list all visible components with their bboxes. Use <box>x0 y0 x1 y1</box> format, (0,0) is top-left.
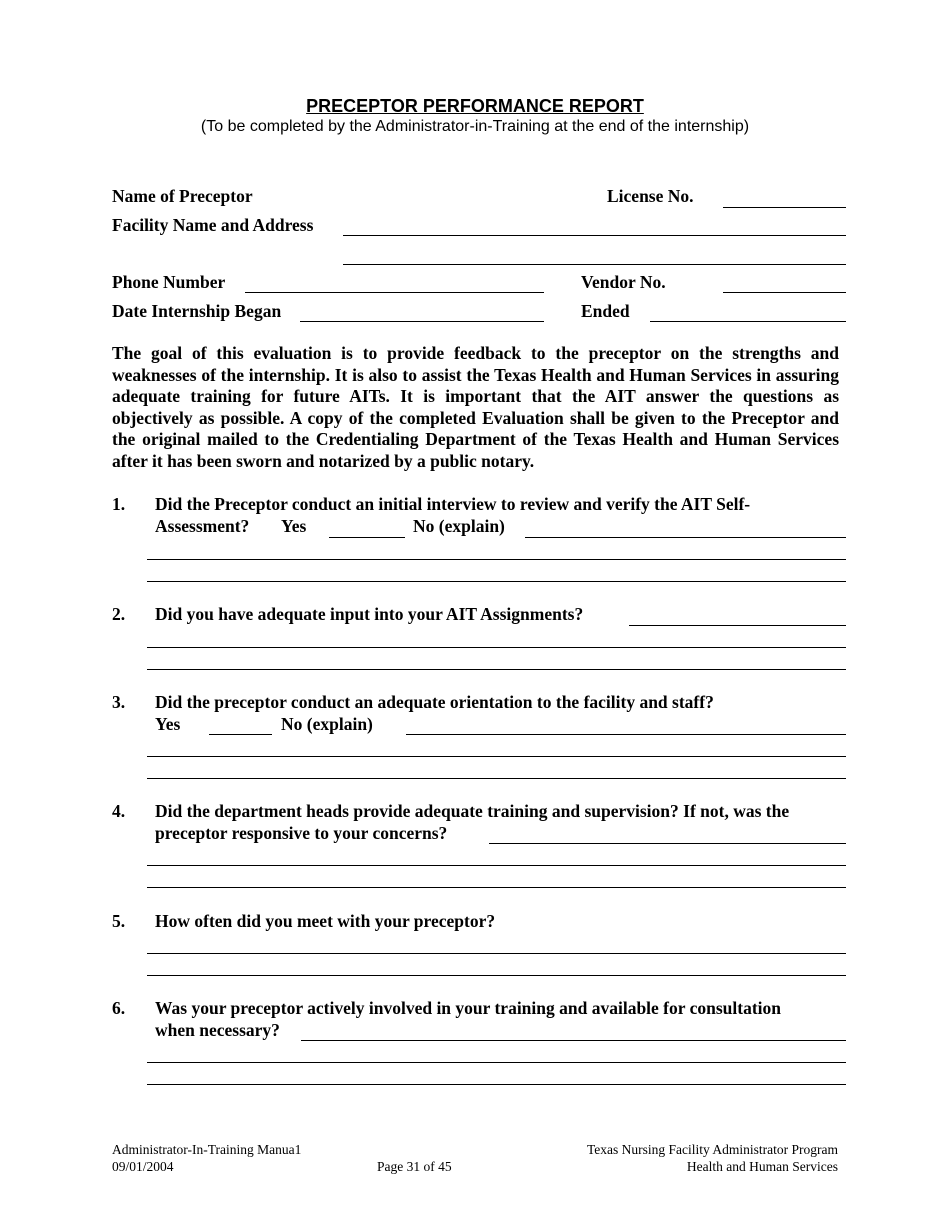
question-2-answer-line[interactable] <box>147 647 846 648</box>
question-3-explain-field[interactable] <box>406 734 846 735</box>
question-4-text: Did the department heads provide adequate training and supervision? If not, was the <box>155 801 790 821</box>
vendor-no-label: Vendor No. <box>581 272 666 292</box>
date-internship-began-label: Date Internship Began <box>112 301 282 321</box>
question-6-number: 6. <box>112 998 126 1018</box>
question-2-answer-line[interactable] <box>147 669 846 670</box>
page-subtitle: (To be completed by the Administrator-in-Training at the end of the internship) <box>200 118 750 135</box>
footer-agency: Health and Human Services <box>686 1159 838 1174</box>
facility-address-field-1[interactable] <box>343 235 846 236</box>
name-of-preceptor-label: Name of Preceptor <box>112 186 253 206</box>
question-1-number: 1. <box>112 494 126 514</box>
question-4-answer-line[interactable] <box>147 887 846 888</box>
ended-label: Ended <box>581 301 630 321</box>
question-1-text-2: Assessment? <box>155 516 250 536</box>
facility-name-address-label: Facility Name and Address <box>112 215 314 235</box>
phone-number-field[interactable] <box>245 292 544 293</box>
question-3-answer-line[interactable] <box>147 778 846 779</box>
question-5-answer-line[interactable] <box>147 953 846 954</box>
question-6-answer-field[interactable] <box>301 1040 846 1041</box>
question-3-number: 3. <box>112 692 126 712</box>
footer-program-name: Texas Nursing Facility Administrator Program <box>586 1142 838 1157</box>
question-3-text: Did the preceptor conduct an adequate orientation to the facility and staff? <box>155 692 714 712</box>
page-title: PRECEPTOR PERFORMANCE REPORT <box>306 96 644 116</box>
footer-manual-title: Administrator-In-Training Manua1 <box>112 1142 302 1157</box>
question-3-yes-label: Yes <box>155 714 181 734</box>
question-5-text: How often did you meet with your preceptor? <box>155 911 496 931</box>
question-4-answer-field[interactable] <box>489 843 846 844</box>
intro-paragraph: The goal of this evaluation is to provide feedback to the preceptor on the strengths and weaknesses of the internship. It is also to assist the Texas Health and Human Services in assuring adequate training for future AITs. It is important that the AIT answer the questions as objectively as possible. A copy of the completed Evaluation shall be given to the Preceptor and the original mailed to the Credentialing Department of the Texas Health and Human Services after it has been sworn and notarized by a public notary. <box>112 343 839 471</box>
question-3-yes-field[interactable] <box>209 734 272 735</box>
facility-address-field-2[interactable] <box>343 264 846 265</box>
question-4-answer-line[interactable] <box>147 865 846 866</box>
question-3-no-label: No (explain) <box>281 714 373 734</box>
question-6-answer-line[interactable] <box>147 1084 846 1085</box>
question-6-answer-line[interactable] <box>147 1062 846 1063</box>
question-3-answer-line[interactable] <box>147 756 846 757</box>
question-1-answer-line[interactable] <box>147 581 846 582</box>
question-5-number: 5. <box>112 911 126 931</box>
question-1-answer-line[interactable] <box>147 559 846 560</box>
vendor-no-field[interactable] <box>723 292 846 293</box>
license-no-label: License No. <box>607 186 694 206</box>
question-1-no-label: No (explain) <box>413 516 505 536</box>
question-2-number: 2. <box>112 604 126 624</box>
question-4-text-2: preceptor responsive to your concerns? <box>155 823 448 843</box>
question-1-text: Did the Preceptor conduct an initial interview to review and verify the AIT Self- <box>155 494 751 514</box>
footer-date: 09/01/2004 <box>112 1159 174 1174</box>
date-ended-field[interactable] <box>650 321 846 322</box>
date-began-field[interactable] <box>300 321 544 322</box>
question-1-explain-field[interactable] <box>525 537 846 538</box>
question-1-yes-field[interactable] <box>329 537 405 538</box>
question-4-number: 4. <box>112 801 126 821</box>
question-2-text: Did you have adequate input into your AIT Assignments? <box>155 604 584 624</box>
license-no-field[interactable] <box>723 207 846 208</box>
phone-number-label: Phone Number <box>112 272 226 292</box>
question-5-answer-line[interactable] <box>147 975 846 976</box>
question-1-yes-label: Yes <box>281 516 307 536</box>
question-6-text-2: when necessary? <box>155 1020 280 1040</box>
question-6-text: Was your preceptor actively involved in your training and available for consultation <box>155 998 781 1018</box>
footer-page-number: Page 31 of 45 <box>377 1159 452 1174</box>
question-2-answer-field[interactable] <box>629 625 846 626</box>
